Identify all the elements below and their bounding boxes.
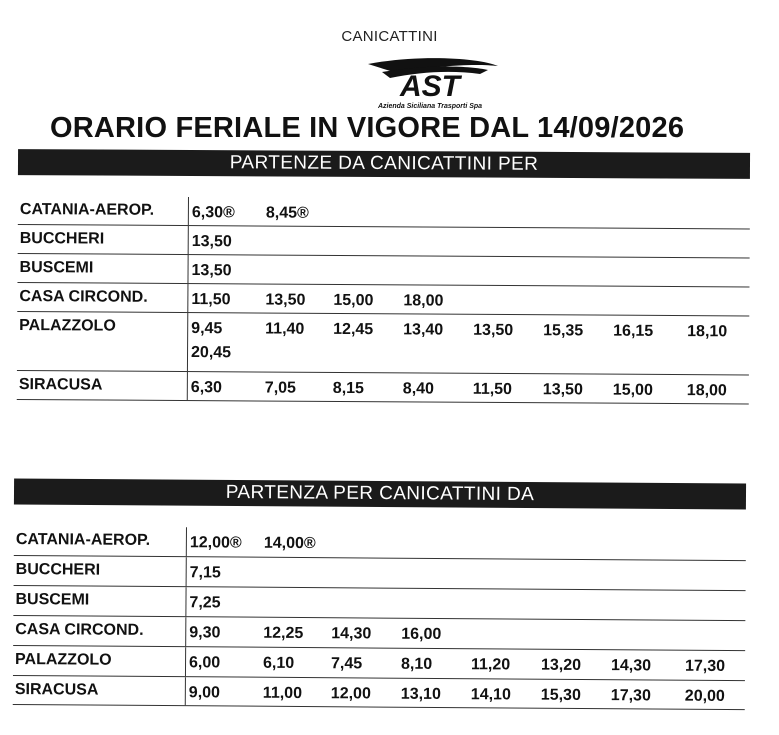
time-cell: 20,45 [190,344,232,362]
time-cell: 15,35 [543,322,584,340]
arrivals-table [13,526,746,710]
time-cell: 17,30 [684,657,726,675]
destination-name: CATANIA-AEROP. [15,531,151,549]
logo-subtitle: Azienda Siciliana Trasporti Spa [377,103,483,110]
column-divider [185,587,186,616]
table-row [18,196,750,229]
destination-name: BUCCHERI [15,561,101,579]
destination-name: SIRACUSA [18,376,103,394]
table-row [13,676,745,710]
destination-name: BUSCEMI [15,591,90,609]
destination-name: CASA CIRCOND. [15,621,144,639]
time-cell: 6,30 [190,379,223,397]
section-heading-departures: PARTENZE DA CANICATTINI PER [18,149,750,179]
time-cell: 13,10 [400,685,441,703]
destination-name: CATANIA-AEROP. [19,201,155,219]
table-row [17,371,749,404]
time-cell: 11,00 [262,684,303,703]
departure-times [191,262,750,280]
time-cell: 20,00 [684,687,725,705]
time-cell: 15,00 [333,291,374,310]
time-cell: 12,00® [189,534,242,552]
time-cell: 13,50 [265,291,306,309]
column-divider [187,284,188,312]
time-cell: 9,00 [188,684,221,702]
town-name: CANICATTINI [341,28,438,45]
time-cell: 7,05 [264,379,297,397]
departure-times [190,379,749,400]
table-row [17,254,749,287]
destination-name: PALAZZOLO [19,317,116,335]
departure-times [188,654,745,675]
time-cell: 14,30 [610,657,652,675]
time-cell: 11,50 [472,380,513,399]
time-cell: 8,45® [265,204,309,222]
column-divider [185,617,186,646]
time-cell: 9,30 [189,624,221,642]
time-cell: 6,10 [262,654,295,672]
column-divider [187,313,188,371]
logo-text: AST [400,70,460,103]
column-divider [188,226,189,254]
column-divider [186,527,187,556]
time-cell: 18,00 [403,292,444,310]
time-cell: 9,45 [191,320,223,338]
time-cell: 15,00 [612,381,653,399]
table-row [17,312,749,375]
column-divider [187,372,188,400]
departure-times [189,534,746,553]
time-cell: 13,50 [473,321,514,340]
time-cell: 8,15 [332,379,365,398]
destination-name: BUCCHERI [19,230,105,248]
time-cell: 7,25 [189,594,221,612]
column-divider [188,197,189,225]
time-cell: 16,15 [613,322,654,340]
time-cell: 13,50 [191,262,232,280]
departures-table [17,196,750,404]
time-cell: 8,10 [400,655,433,673]
time-cell: 15,30 [540,686,581,704]
table-row [18,225,750,258]
page-title: ORARIO FERIALE IN VIGORE DAL 14/09/2026 [50,112,685,144]
departure-times [190,320,749,362]
section-heading-arrivals: PARTENZA PER CANICATTINI DA [14,478,746,509]
column-divider [186,557,187,586]
departure-times [189,594,746,612]
time-cell: 6,30® [191,204,235,222]
time-cell: 13,50 [542,381,583,399]
time-cell: 11,40 [265,320,305,338]
time-cell: 13,40 [403,321,444,339]
time-cell: 6,00 [188,654,221,672]
column-divider [187,255,188,283]
departure-times [191,204,750,222]
time-cell: 11,20 [470,656,511,674]
departure-times [191,291,749,310]
destination-name: PALAZZOLO [15,651,112,669]
time-cell: 18,10 [687,323,728,341]
destination-name: CASA CIRCOND. [19,288,148,306]
departure-times [189,624,745,643]
column-divider [185,677,186,705]
time-cell: 17,30 [610,687,651,705]
time-cell: 14,10 [470,686,511,704]
time-cell: 13,20 [540,656,582,674]
destination-name: BUSCEMI [19,259,94,277]
time-cell: 8,40 [402,380,435,398]
departure-times [191,233,750,251]
time-cell: 13,50 [191,233,232,251]
time-cell: 12,25 [263,624,304,643]
column-divider [185,647,186,676]
time-cell: 12,00 [330,685,371,703]
time-cell: 7,15 [189,564,221,582]
time-cell: 14,00® [263,534,316,553]
departure-times [188,684,745,705]
time-cell: 12,45 [333,320,374,339]
table-row [17,283,749,316]
destination-name: SIRACUSA [14,681,99,699]
time-cell: 11,50 [191,291,231,309]
time-cell: 18,00 [686,382,727,400]
time-cell: 16,00 [401,625,442,643]
time-cell: 14,30 [331,625,372,643]
time-cell: 7,45 [330,655,363,673]
ast-logo [330,52,530,112]
departure-times [189,564,746,582]
